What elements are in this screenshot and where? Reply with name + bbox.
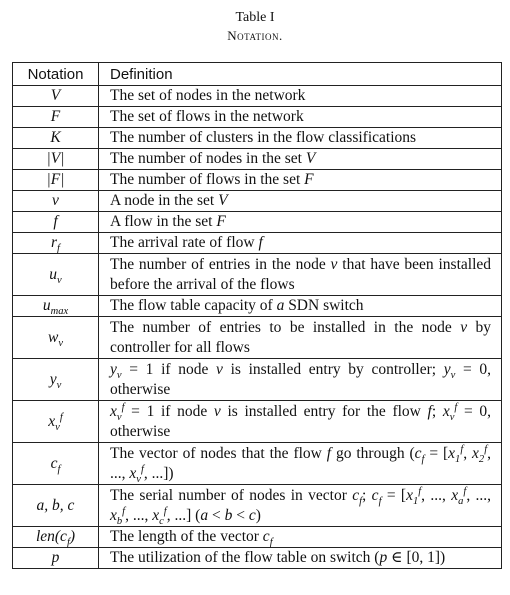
notation-definition: The set of nodes in the network [99, 86, 502, 107]
notation-symbol: v [13, 191, 99, 212]
table-row [13, 485, 502, 527]
notation-symbol: a, b, c [13, 485, 99, 527]
notation-definition: The number of clusters in the flow classifications [99, 128, 502, 149]
notation-symbol: $u_{max}$ [13, 296, 99, 317]
table-body [13, 86, 502, 569]
notation-symbol: |F| [13, 170, 99, 191]
notation-definition: The set of flows in the network [99, 107, 502, 128]
table-row [13, 254, 502, 296]
table-row [13, 149, 502, 170]
table-row [13, 233, 502, 254]
table-row [13, 296, 502, 317]
notation-symbol: p [13, 548, 99, 569]
notation-symbol: V [13, 86, 99, 107]
notation-symbol: K [13, 128, 99, 149]
table-row [13, 128, 502, 149]
notation-table [12, 62, 502, 569]
table-row [13, 359, 502, 401]
table-row [13, 212, 502, 233]
table-header-row [13, 63, 502, 86]
notation-symbol: F [13, 107, 99, 128]
table-row [13, 86, 502, 107]
notation-symbol: $len(c_f)$ [13, 527, 99, 548]
table-row [13, 548, 502, 569]
notation-symbol: $x_v^f$ [13, 401, 99, 443]
notation-definition: The serial number of nodes in vector $c_f$; $c_f = [x_1^f$, ..., $x_a^f$, ..., $x_b^f$, ..., $x_c^f$, ...] (a < b < c) [99, 485, 502, 527]
notation-definition: The vector of nodes that the flow f go through ($c_f = [x_1^f$, $x_2^f$, ..., $x_v^f$, ...]) [99, 443, 502, 485]
table-row [13, 170, 502, 191]
notation-definition: The number of nodes in the set V [99, 149, 502, 170]
notation-symbol: $c_f$ [13, 443, 99, 485]
notation-definition: The number of entries to be installed in the node v by controller for all flows [99, 317, 502, 359]
notation-symbol: f [13, 212, 99, 233]
notation-symbol: $y_v$ [13, 359, 99, 401]
table-row [13, 401, 502, 443]
notation-definition: The utilization of the flow table on switch (p ∈ [0, 1]) [99, 548, 502, 569]
notation-definition: A node in the set V [99, 191, 502, 212]
notation-definition: $x_v^f = 1$ if node v is installed entry for the flow f; $x_v^f = 0$, otherwise [99, 401, 502, 443]
table-row [13, 527, 502, 548]
table-title: Notation. [227, 28, 283, 43]
notation-definition: The arrival rate of flow f [99, 233, 502, 254]
notation-symbol: $r_f$ [13, 233, 99, 254]
notation-definition: A flow in the set F [99, 212, 502, 233]
notation-definition: The number of flows in the set F [99, 170, 502, 191]
notation-definition: The number of entries in the node v that have been installed before the arrival of the flows [99, 254, 502, 296]
table-row [13, 443, 502, 485]
header-definition: Definition [99, 63, 502, 86]
notation-definition: The flow table capacity of a SDN switch [99, 296, 502, 317]
notation-table-container [12, 62, 501, 569]
table-row [13, 191, 502, 212]
table-number: Table I [235, 10, 275, 25]
notation-definition: The length of the vector $c_f$ [99, 527, 502, 548]
table-row [13, 107, 502, 128]
notation-symbol: $w_v$ [13, 317, 99, 359]
notation-definition: $y_v = 1$ if node v is installed entry by controller; $y_v = 0$, otherwise [99, 359, 502, 401]
header-notation: Notation [13, 63, 99, 86]
table-row [13, 317, 502, 359]
notation-symbol: $u_v$ [13, 254, 99, 296]
notation-symbol: |V| [13, 149, 99, 170]
